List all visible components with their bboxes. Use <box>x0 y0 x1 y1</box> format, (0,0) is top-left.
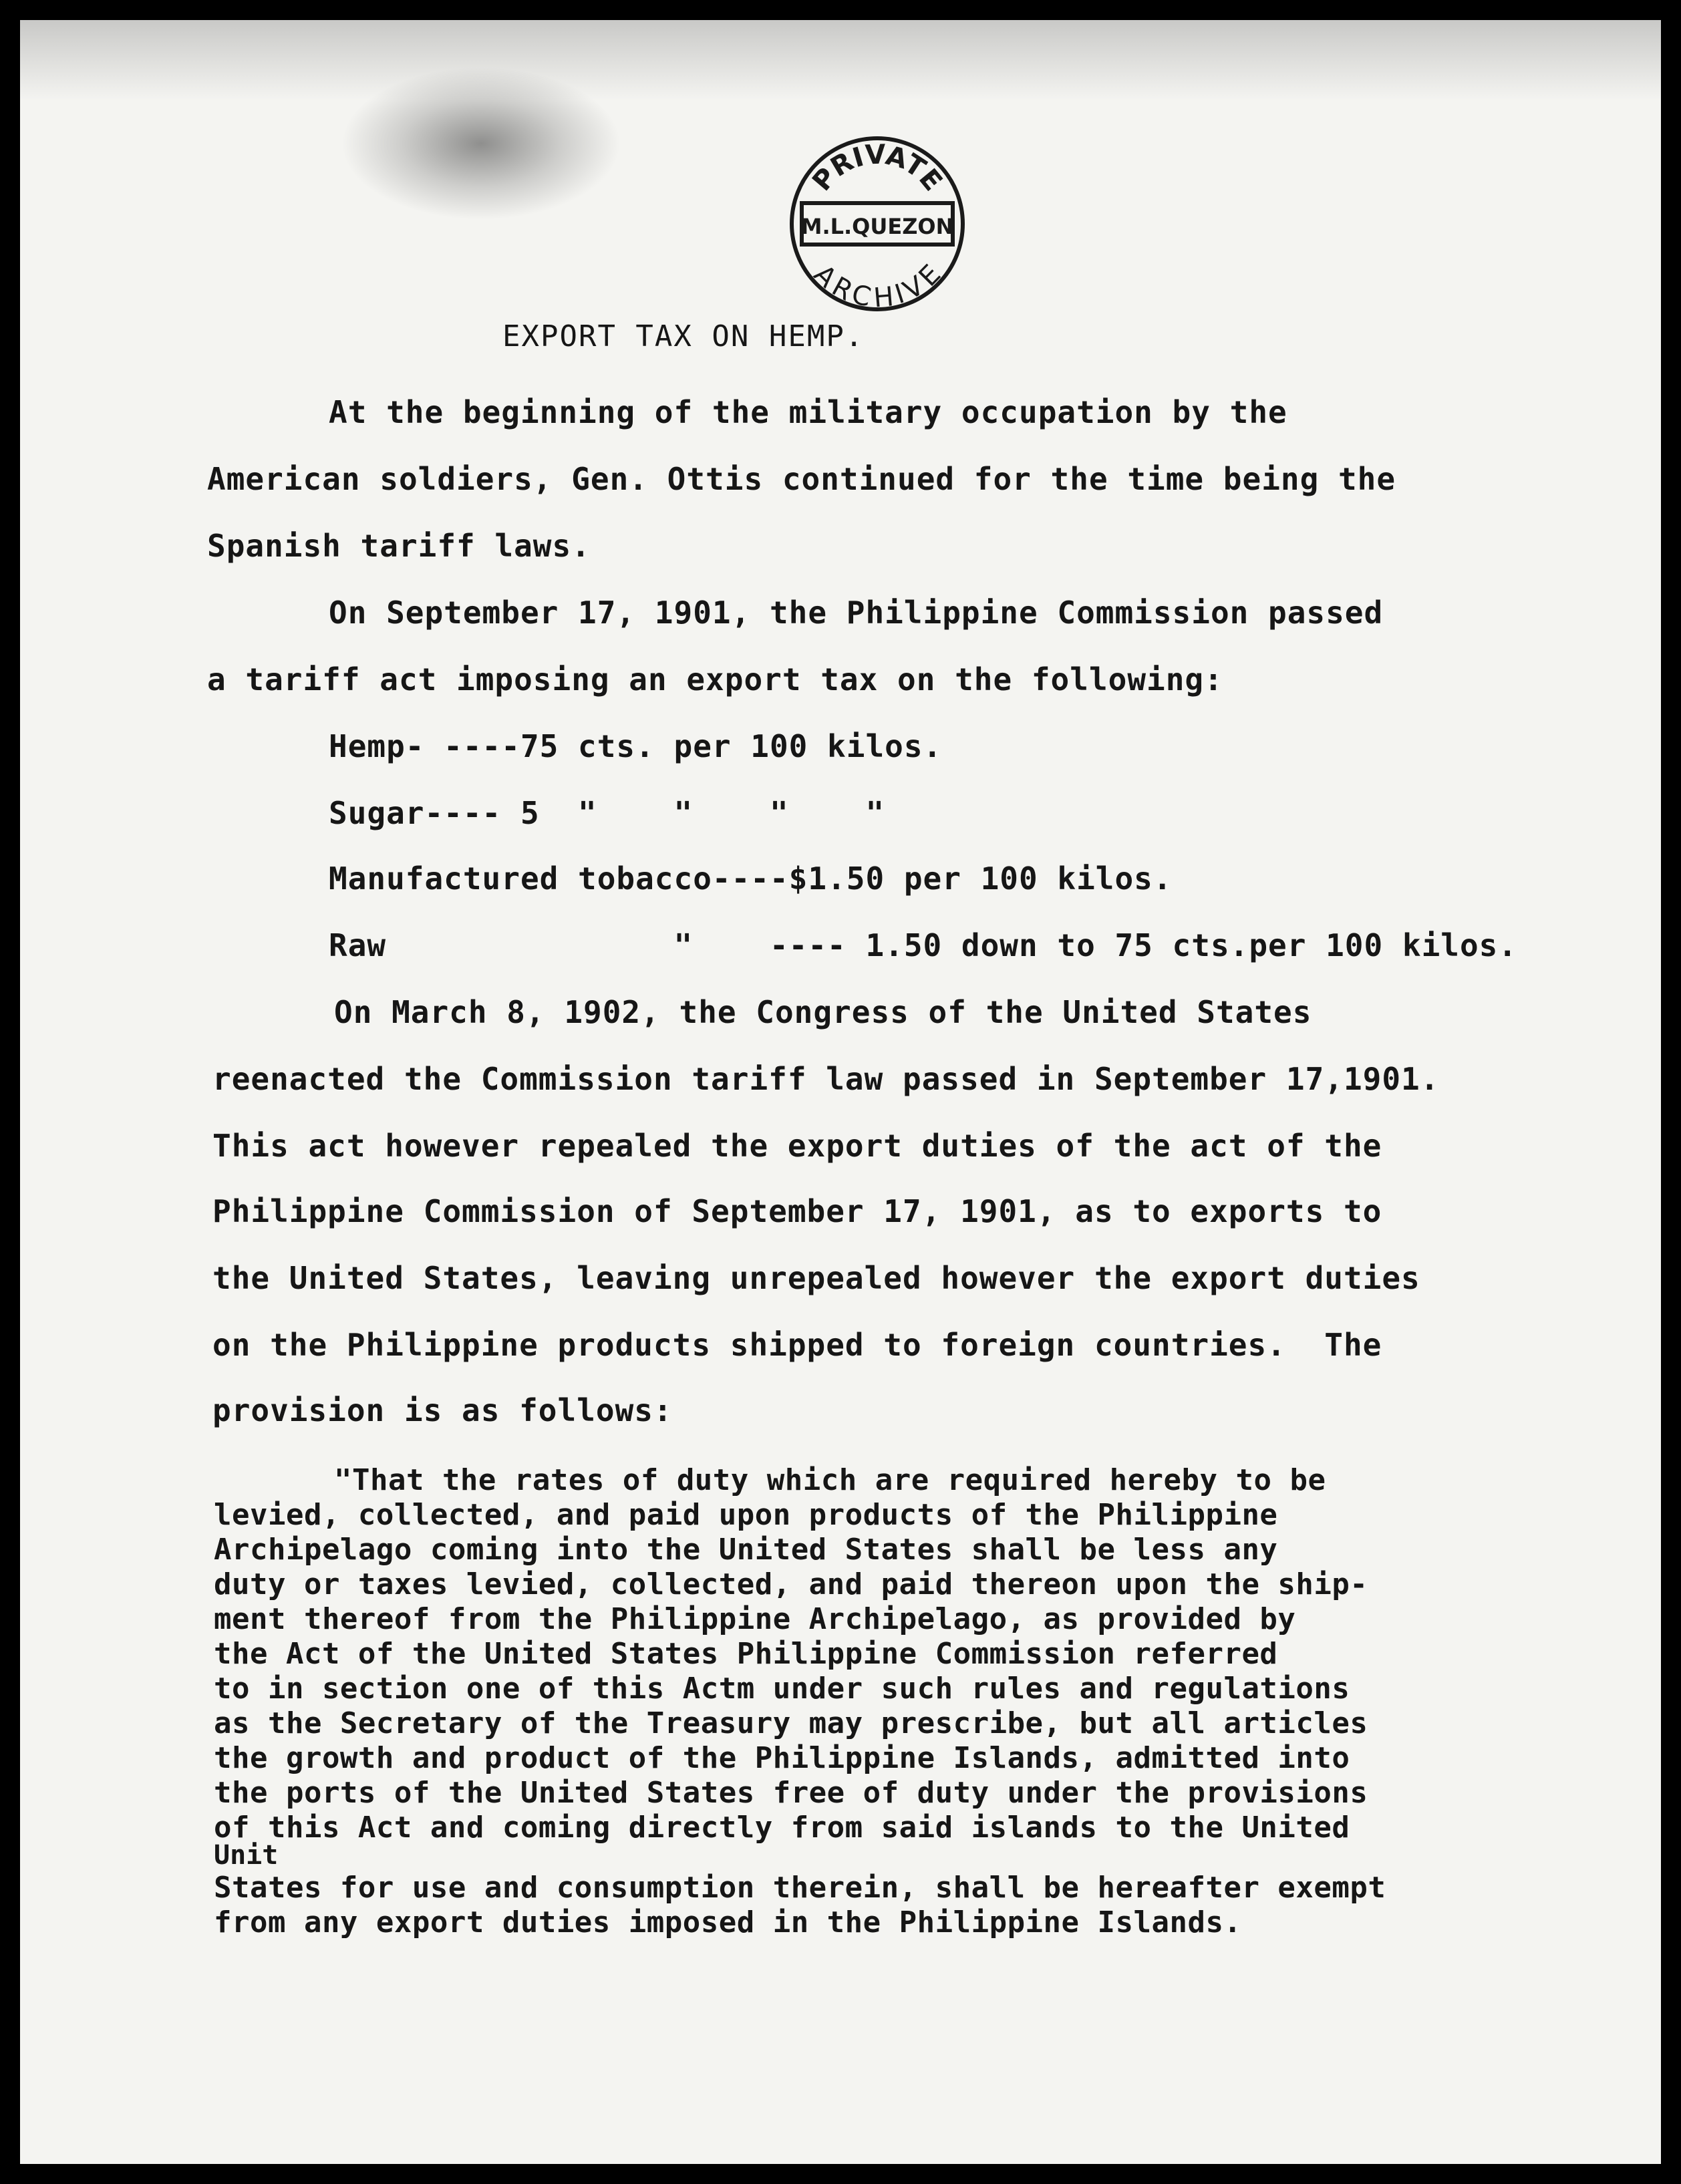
paragraph3-line: On March 8, 1902, the Congress of the United States <box>334 994 1312 1030</box>
document-title: EXPORT TAX ON HEMP. <box>502 319 865 353</box>
quote-line: "That the rates of duty which are required hereby to be <box>334 1463 1326 1497</box>
overtype-note: Unit <box>214 1840 279 1871</box>
paragraph3-line: the United States, leaving unrepealed however the export duties <box>212 1260 1420 1296</box>
paragraph1-line: American soldiers, Gen. Ottis continued for the time being the <box>207 461 1396 497</box>
stamp-top-text: PRIVATE <box>806 139 948 197</box>
stamp-bottom-text: ARCHIVE <box>808 259 947 314</box>
document-page <box>20 20 1661 2164</box>
paragraph3-line: This act however repealed the export duties of the act of the <box>212 1128 1382 1164</box>
tax-list-item: Sugar---- 5 " " " " <box>329 795 885 831</box>
paragraph3-line: reenacted the Commission tariff law passed in September 17,1901. <box>212 1061 1440 1097</box>
quote-line: the growth and product of the Philippine Islands, admitted into <box>214 1741 1350 1775</box>
ink-smudge <box>341 67 621 220</box>
scan-noise <box>20 20 1661 100</box>
tax-list-item: Manufactured tobacco----$1.50 per 100 kilos. <box>329 861 1173 897</box>
quote-line: Archipelago coming into the United States shall be less any <box>214 1533 1278 1567</box>
quote-line: as the Secretary of the Treasury may prescribe, but all articles <box>214 1706 1368 1740</box>
paragraph1-line: Spanish tariff laws. <box>207 528 591 564</box>
stamp-center-text: M.L.QUEZON <box>800 214 954 239</box>
quote-line: ment thereof from the Philippine Archipelago, as provided by <box>214 1602 1296 1636</box>
tax-list-item: Hemp- ----75 cts. per 100 kilos. <box>329 728 943 764</box>
paragraph2-line: a tariff act imposing an export tax on the following: <box>207 661 1223 697</box>
quote-line: States for use and consumption therein, shall be hereafter exempt <box>214 1871 1386 1905</box>
svg-text:ARCHIVE <box>808 259 947 314</box>
paragraph3-line: Philippine Commission of September 17, 1901, as to exports to <box>212 1193 1382 1229</box>
paragraph1-line: At the beginning of the military occupation by the <box>329 394 1287 430</box>
quote-line: from any export duties imposed in the Philippine Islands. <box>214 1905 1242 1939</box>
archive-stamp <box>787 134 967 314</box>
quote-line: to in section one of this Actm under such rules and regulations <box>214 1672 1350 1706</box>
quote-line: of this Act and coming directly from said islands to the United <box>214 1811 1350 1845</box>
quote-line: the ports of the United States free of duty under the provisions <box>214 1776 1368 1810</box>
tax-list-item: Raw " ---- 1.50 down to 75 cts.per 100 kilos. <box>329 927 1518 963</box>
paragraph2-line: On September 17, 1901, the Philippine Commission passed <box>329 595 1384 631</box>
svg-text:PRIVATE <box>806 139 948 196</box>
quote-line: levied, collected, and paid upon products of the Philippine <box>214 1498 1278 1532</box>
quote-line: the Act of the United States Philippine Commission referred <box>214 1637 1278 1671</box>
paragraph3-line: on the Philippine products shipped to foreign countries. The <box>212 1327 1382 1363</box>
paragraph3-line: provision is as follows: <box>212 1392 673 1428</box>
quote-line: duty or taxes levied, collected, and paid thereon upon the ship- <box>214 1567 1368 1601</box>
